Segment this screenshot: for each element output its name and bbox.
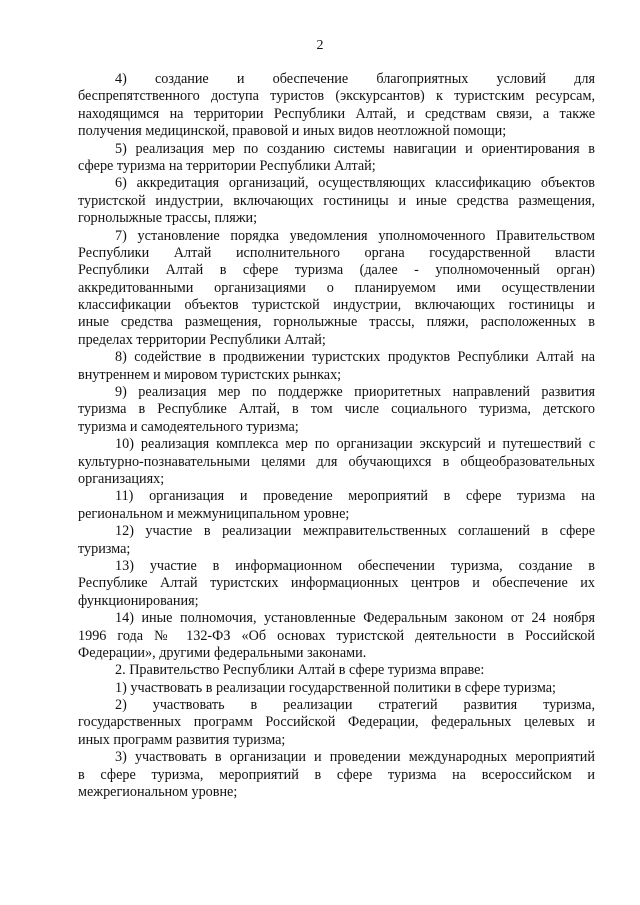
paragraph <box>78 610 595 662</box>
text-line: туризма в Республике Алтай, в том числе социального туризма, детского <box>78 401 595 418</box>
text-line: 2. Правительство Республики Алтай в сфере туризма вправе: <box>115 662 485 679</box>
text-line: 13) участие в информационном обеспечении туризма, создание в <box>115 557 595 574</box>
text-line: туризма; <box>78 540 131 557</box>
text-line: беспрепятственного доступа туристов (экскурсантов) к туристским ресурсам, <box>78 88 595 105</box>
text-line: 14) иные полномочия, установленные Федеральным законом от 24 ноября <box>115 610 595 627</box>
paragraph <box>78 680 595 697</box>
text-line: иные средства размещения, горнолыжные трассы, пляжи, расположенных в <box>78 314 595 331</box>
document-body <box>78 71 595 801</box>
paragraph <box>78 749 595 801</box>
text-line: межрегиональном уровне; <box>78 784 238 801</box>
text-line: классификации объектов туристской индустрии, включающих гостиницы и <box>78 297 595 314</box>
page-number: 2 <box>316 38 324 53</box>
paragraph <box>78 662 595 679</box>
text-line: сфере туризма на территории Республики Алтай; <box>78 157 376 174</box>
text-line: государственных программ Российской Федерации, федеральных целевых и <box>78 714 595 731</box>
text-line: пределах территории Республики Алтай; <box>78 331 326 348</box>
paragraph <box>78 558 595 610</box>
text-line: 3) участвовать в организации и проведении международных мероприятий <box>115 749 595 766</box>
text-line: иных программ развития туризма; <box>78 731 286 748</box>
text-line: горнолыжные трассы, пляжи; <box>78 210 258 227</box>
text-line: 12) участие в реализации межправительственных соглашений в сфере <box>115 523 595 540</box>
text-line: функционирования; <box>78 592 199 609</box>
paragraph <box>78 71 595 141</box>
text-line: 6) аккредитация организаций, осуществляющих классификацию объектов <box>115 175 595 192</box>
text-line: туристской индустрии, включающих гостиницы и иные средства размещения, <box>78 192 595 209</box>
text-line: получения медицинской, правовой и иных видов неотложной помощи; <box>78 123 507 140</box>
text-line: 7) установление порядка уведомления уполномоченного Правительством <box>115 227 595 244</box>
paragraph <box>78 384 595 436</box>
paragraph <box>78 349 595 384</box>
text-line: 4) создание и обеспечение благоприятных условий для <box>115 71 595 87</box>
text-line: 11) организация и проведение мероприятий в сфере туризма на <box>115 488 595 505</box>
text-line: 10) реализация комплекса мер по организации экскурсий и путешествий с <box>115 436 595 453</box>
text-line: 1996 года № 132-ФЗ «Об основах туристской деятельности в Российской <box>78 627 595 644</box>
text-line: региональном и межмуниципальном уровне; <box>78 505 350 522</box>
paragraph <box>78 697 595 749</box>
text-line: организациях; <box>78 470 165 487</box>
text-line: туризма и самодеятельного туризма; <box>78 418 299 435</box>
text-line: 9) реализация мер по поддержке приоритетных направлений развития <box>115 384 595 401</box>
paragraph <box>78 175 595 227</box>
text-line: 5) реализация мер по созданию системы навигации и ориентирования в <box>115 140 595 157</box>
text-line: внутреннем и мировом туристских рынках; <box>78 366 342 383</box>
text-line: аккредитованными организациями о планируемом ими осуществлении <box>78 279 595 296</box>
text-line: Федерации», другими федеральными законами. <box>78 644 367 661</box>
text-line: находящимся на территории Республики Алтай, и средствам связи, а также <box>78 105 595 122</box>
text-line: 8) содействие в продвижении туристских продуктов Республики Алтай на <box>115 349 595 366</box>
text-line: Республики Алтай исполнительного органа государственной власти <box>78 244 595 261</box>
text-line: Республики Алтай в сфере туризма (далее - уполномоченный орган) <box>78 262 595 279</box>
text-line: культурно-познавательными целями для обучающихся в общеобразовательных <box>78 453 595 470</box>
paragraph <box>78 488 595 523</box>
text-line: 2) участвовать в реализации стратегий развития туризма, <box>115 697 595 714</box>
paragraph <box>78 141 595 176</box>
text-line: в сфере туризма, мероприятий в сфере туризма на всероссийском и <box>78 766 595 783</box>
text-line: Республике Алтай туристских информационных центров и обеспечение их <box>78 575 595 592</box>
text-line: 1) участвовать в реализации государственной политики в сфере туризма; <box>115 679 556 696</box>
paragraph <box>78 436 595 488</box>
paragraph <box>78 228 595 350</box>
paragraph <box>78 523 595 558</box>
